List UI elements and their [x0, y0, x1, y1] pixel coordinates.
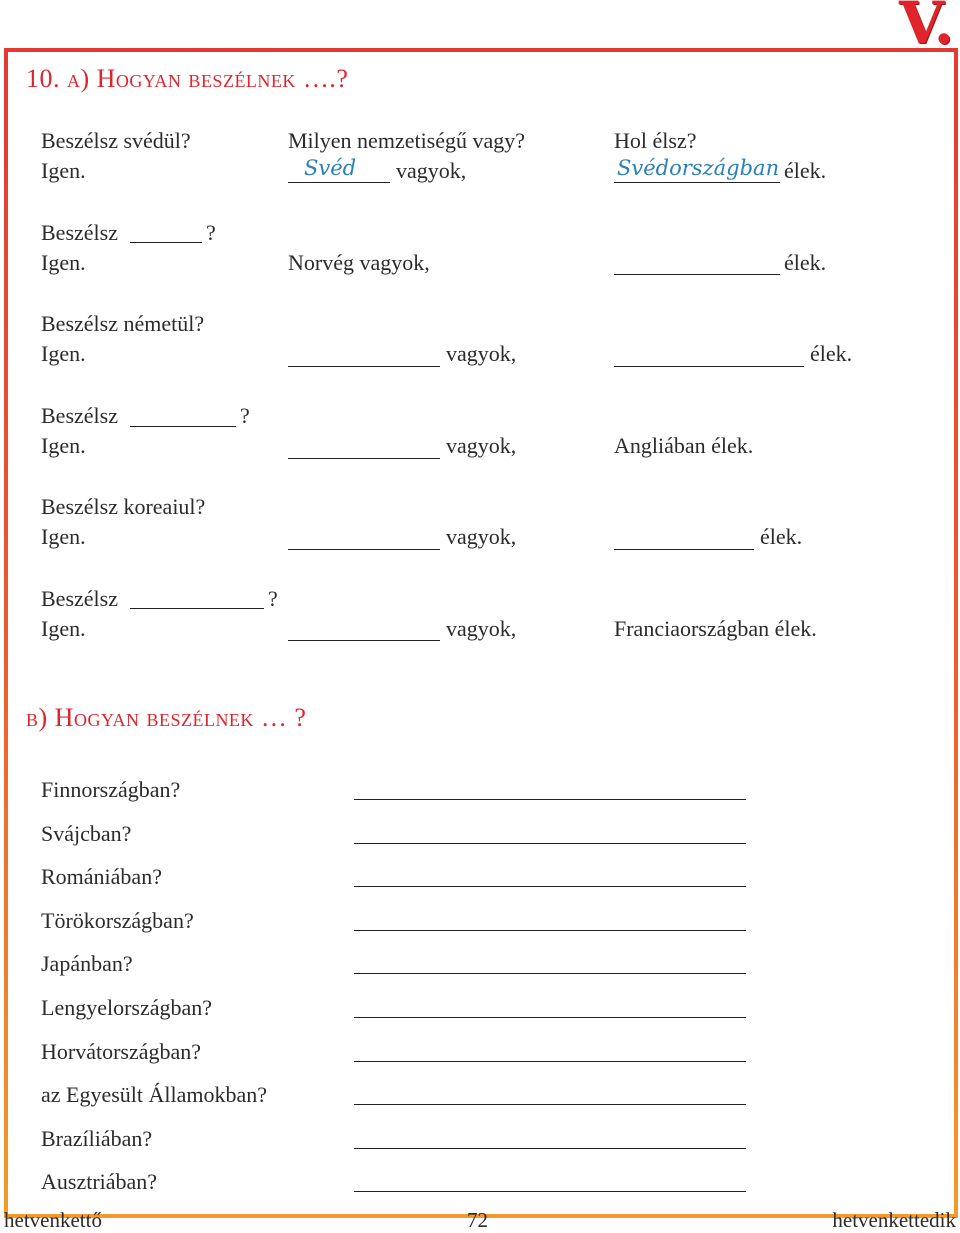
answer-blank[interactable] — [354, 799, 746, 800]
elek-label: élek. — [810, 341, 853, 366]
example-nationality-answer: Svéd — [304, 156, 357, 180]
answer-igen: Igen. — [41, 341, 86, 366]
blank-nationality[interactable] — [288, 366, 440, 367]
given-nationality: Norvég vagyok, — [288, 250, 430, 275]
blank-language[interactable] — [130, 608, 264, 609]
answer-blank[interactable] — [354, 1104, 746, 1105]
vagyok-label: vagyok, — [396, 158, 467, 183]
country-question: Lengyelországban? — [41, 995, 213, 1020]
page-number: 72 — [467, 1208, 488, 1232]
elek-label: élek. — [784, 250, 827, 275]
vagyok-label: vagyok, — [446, 524, 517, 549]
answer-igen: Igen. — [41, 433, 86, 458]
given-place-franciaorszag: Franciaországban élek. — [614, 616, 817, 641]
blank-country[interactable] — [614, 366, 804, 367]
country-question: Brazíliában? — [41, 1126, 153, 1151]
country-question: Svájcban? — [41, 821, 132, 846]
answer-igen: Igen. — [41, 616, 86, 641]
question-mark: ? — [206, 220, 216, 245]
chapter-marker: V. — [898, 0, 954, 57]
country-question: Romániában? — [41, 864, 162, 889]
beszelsz-label: Beszélsz — [41, 220, 118, 245]
question-svedul: Beszélsz svédül? — [41, 128, 191, 153]
country-question: Horvátországban? — [41, 1039, 202, 1064]
vagyok-label: vagyok, — [446, 433, 517, 458]
blank-nationality[interactable] — [288, 640, 440, 641]
elek-label: élek. — [760, 524, 803, 549]
country-question: Japánban? — [41, 951, 133, 976]
answer-blank[interactable] — [354, 1061, 746, 1062]
country-question: Ausztriában? — [41, 1169, 158, 1194]
elek-label: élek. — [784, 158, 827, 183]
given-place-anglia: Angliában élek. — [614, 433, 754, 458]
beszelsz-label: Beszélsz — [41, 403, 118, 428]
blank-nationality[interactable] — [288, 182, 390, 183]
question-nationality: Milyen nemzetiségű vagy? — [288, 128, 526, 153]
section-b-heading: b) Hogyan beszélnek … ? — [26, 703, 307, 732]
answer-blank[interactable] — [354, 1148, 746, 1149]
question-mark: ? — [240, 403, 250, 428]
blank-nationality[interactable] — [288, 549, 440, 550]
vagyok-label: vagyok, — [446, 341, 517, 366]
beszelsz-label: Beszélsz — [41, 586, 118, 611]
blank-country[interactable] — [614, 182, 780, 183]
blank-language[interactable] — [130, 242, 202, 243]
answer-igen: Igen. — [41, 158, 86, 183]
question-nemetul: Beszélsz németül? — [41, 311, 205, 336]
answer-blank[interactable] — [354, 930, 746, 931]
answer-igen: Igen. — [41, 250, 86, 275]
blank-country[interactable] — [614, 549, 754, 550]
vagyok-label: vagyok, — [446, 616, 517, 641]
example-country-answer: Svédországban — [617, 156, 780, 180]
answer-blank[interactable] — [354, 1191, 746, 1192]
blank-nationality[interactable] — [288, 458, 440, 459]
answer-blank[interactable] — [354, 843, 746, 844]
answer-blank[interactable] — [354, 973, 746, 974]
answer-blank[interactable] — [354, 1017, 746, 1018]
answer-blank[interactable] — [354, 886, 746, 887]
blank-language[interactable] — [130, 426, 236, 427]
blank-country[interactable] — [614, 274, 780, 275]
answer-igen: Igen. — [41, 524, 86, 549]
section-a-heading: 10. a) Hogyan beszélnek ….? — [26, 64, 349, 93]
country-question: az Egyesült Államokban? — [41, 1082, 268, 1107]
question-where: Hol élsz? — [614, 128, 697, 153]
question-koreaiul: Beszélsz koreaiul? — [41, 494, 206, 519]
footer-left: hetvenkettő — [4, 1208, 102, 1232]
country-question: Törökországban? — [41, 908, 194, 933]
country-question: Finnországban? — [41, 777, 181, 802]
question-mark: ? — [268, 586, 278, 611]
footer-right: hetvenkettedik — [832, 1208, 956, 1232]
